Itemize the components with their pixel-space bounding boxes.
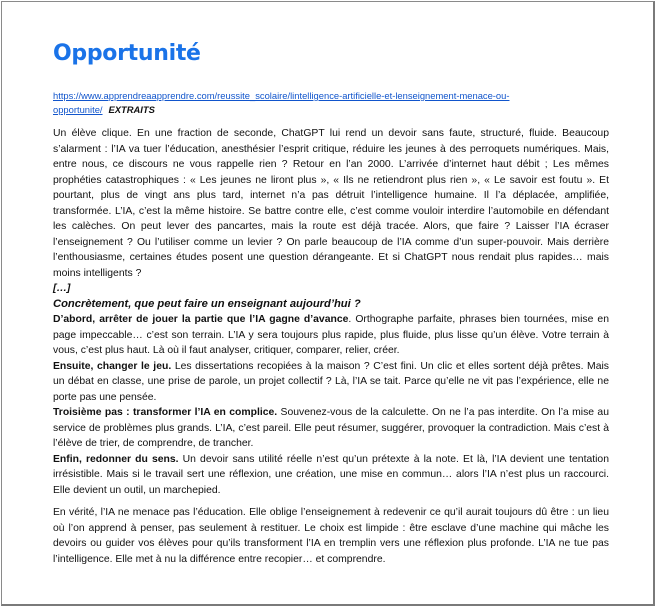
conclusion-paragraph: En vérité, l’IA ne menace pas l’éducation. Elle oblige l’enseignement à redevenir ce qu’il aurait toujours dû être : un lieu où l’on apprend à penser, pas seulement à restituer. Le choix est limpide : être esclave d’une machine qui mâche les devoirs ou guider vos élèves pour qu’ils transforment l’IA en tremplin vers une réflexion plus profonde. L’IA ne tue pas l’intelligence. Elle met à nu la différence entre recopier… et comprendre. bbox=[53, 507, 609, 565]
point-paragraph-1 bbox=[53, 312, 609, 359]
intro-paragraph: Un élève clique. En une fraction de seconde, ChatGPT lui rend un devoir sans faute, structuré, fluide. Beaucoup s’alarment : l’IA va tuer l’éducation, anesthésier l’esprit critique, réduire les jeunes à des perroquets numériques. Mais, entre nous, ce discours ne vous rappelle rien ? Retour en l’an 2000. L’arrivée d’internet haut débit ; Les mêmes prophéties catastrophiques : « Les jeunes ne liront plus », « Ils ne retiendront plus rien », « Le savoir est foutu ». Et pourtant, plus de vingt ans plus tard, internet n’a pas détruit l’intelligence humaine. Il l’a déplacée, amplifiée, transformée. L’IA, c’est la même histoire. Se battre contre elle, c’est comme vouloir interdire l’automobile en défendant les calèches. On peut lever des pancartes, mais la route est déjà tracée. Alors, que faire ? Laisser l’IA écraser l’enseignement ? Ou l’utiliser comme un levier ? On parle beaucoup de l’IA comme d’un super-pouvoir. Mais derrière l’enthousiasme, certaines études posent une question dérangeante. Et si ChatGPT nous rendait plus rapides… mais moins intelligents ? bbox=[53, 128, 609, 279]
point-text-4: Un devoir sans utilité réelle n’est qu’un prétexte à la note. Et là, l’IA devient une tentation irrésistible. Mais si le travail sert une réflexion, une création, une mise en commun… alors l’IA n’est plus un raccourci. Elle devient un outil, un marchepied. bbox=[53, 453, 609, 496]
point-text-2: Les dissertations recopiées à la maison ? C’est fini. Un clic et elles sortent déjà prêtes. Mais un débat en classe, une prise de parole, un projet collectif ? Là, l’IA se tait. Parce qu’elle ne vit pas l’expérience, elle ne porte pas une pensée. bbox=[53, 360, 609, 403]
point-paragraph-4 bbox=[53, 452, 609, 499]
extraits-label: EXTRAITS bbox=[108, 104, 155, 115]
point-text-1: . Orthographe parfaite, phrases bien tournées, mise en page impeccable… c’est son terrain. L’IA y sera toujours plus rapide, plus fluide, plus lisse qu’un élève. Votre terrain à vous, c’est plus haut. Là où il faut analyser, critiquer, comparer, relier, créer. bbox=[53, 314, 609, 356]
source-link[interactable]: https://www.apprendreaapprendre.com/reussite_scolaire/lintelligence-artificielle-et-lenseignement-menace-ou-opportunite/ bbox=[53, 90, 510, 115]
section-subheading: Concrètement, que peut faire un enseignant aujourd’hui ? bbox=[53, 297, 361, 310]
point-lead-2: Ensuite, changer le jeu. bbox=[53, 360, 172, 372]
point-paragraph-2 bbox=[53, 359, 609, 406]
point-lead-4: Enfin, redonner du sens. bbox=[53, 453, 179, 465]
page-title: Opportunité bbox=[53, 41, 201, 66]
source-line bbox=[53, 89, 609, 117]
ellipsis-marker: […] bbox=[53, 283, 71, 294]
point-paragraph-3 bbox=[53, 405, 609, 452]
point-lead-1: D’abord, arrêter de jouer la partie que l’IA gagne d’avance bbox=[53, 314, 349, 325]
document-page bbox=[1, 1, 655, 606]
point-text-3: Souvenez-vous de la calculette. On ne l’a pas interdite. On l’a mise au service de problèmes plus grands. L’IA, c’est pareil. Elle peut résumer, suggérer, provoquer la contradiction. Mais c’est à l’élève de trier, de comprendre, de trancher. bbox=[53, 407, 609, 449]
document-content bbox=[53, 40, 609, 567]
point-lead-3: Troisième pas : transformer l’IA en complice. bbox=[53, 407, 278, 418]
